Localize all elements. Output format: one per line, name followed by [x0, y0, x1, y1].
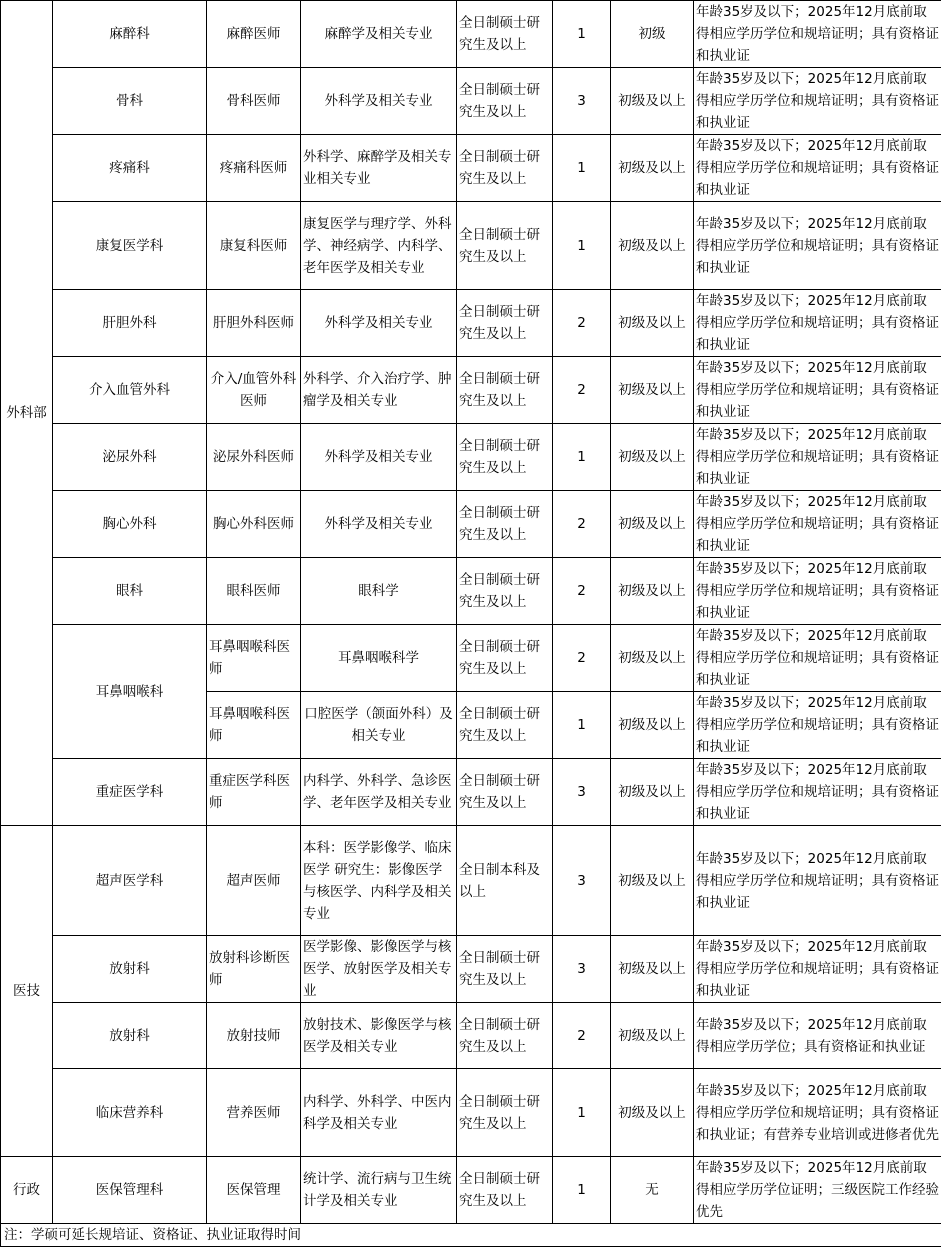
- count-cell: 3: [553, 936, 611, 1003]
- position-cell: 胸心外科医师: [207, 491, 301, 558]
- note-row: [1, 1224, 941, 1247]
- count-cell: 2: [553, 290, 611, 357]
- title-cell: 初级及以上: [611, 357, 694, 424]
- count-cell: 1: [553, 202, 611, 290]
- dept-cell: 医保管理科: [53, 1157, 207, 1224]
- major-cell: 外科学及相关专业: [301, 424, 457, 491]
- major-cell: 内科学、外科学、急诊医学、老年医学及相关专业: [301, 759, 457, 826]
- position-cell: 耳鼻咽喉科医师: [207, 692, 301, 759]
- title-cell: 无: [611, 1157, 694, 1224]
- dept-cell: 康复医学科: [53, 202, 207, 290]
- title-cell: 初级及以上: [611, 1069, 694, 1157]
- count-cell: 1: [553, 135, 611, 202]
- major-cell: 放射技术、影像医学与核医学及相关专业: [301, 1003, 457, 1069]
- requirements-cell: 年龄35岁及以下；2025年12月底前取得相应学历学位和规培证明；具有资格证和执业证: [694, 1, 941, 68]
- count-cell: 1: [553, 692, 611, 759]
- position-cell: 疼痛科医师: [207, 135, 301, 202]
- position-cell: 骨科医师: [207, 68, 301, 135]
- table-row: [1, 202, 941, 290]
- education-cell: 全日制本科及以上: [457, 826, 553, 936]
- education-cell: 全日制硕士研究生及以上: [457, 1003, 553, 1069]
- table-row: [1, 558, 941, 625]
- position-cell: 放射技师: [207, 1003, 301, 1069]
- position-cell: 营养医师: [207, 1069, 301, 1157]
- table-row: [1, 1069, 941, 1157]
- major-cell: 眼科学: [301, 558, 457, 625]
- position-cell: 重症医学科医师: [207, 759, 301, 826]
- requirements-cell: 年龄35岁及以下；2025年12月底前取得相应学历学位证明；三级医院工作经验优先: [694, 1157, 941, 1224]
- education-cell: 全日制硕士研究生及以上: [457, 1157, 553, 1224]
- education-cell: 全日制硕士研究生及以上: [457, 202, 553, 290]
- position-cell: 介入/血管外科医师: [207, 357, 301, 424]
- major-cell: 内科学、外科学、中医内科学及相关专业: [301, 1069, 457, 1157]
- title-cell: 初级及以上: [611, 135, 694, 202]
- requirements-cell: 年龄35岁及以下；2025年12月底前取得相应学历学位和规培证明；具有资格证和执业证: [694, 135, 941, 202]
- table-row: [1, 135, 941, 202]
- dept-cell: 耳鼻咽喉科: [53, 625, 207, 759]
- dept-cell: 肝胆外科: [53, 290, 207, 357]
- position-cell: 泌尿外科医师: [207, 424, 301, 491]
- title-cell: 初级: [611, 1, 694, 68]
- count-cell: 2: [553, 491, 611, 558]
- major-cell: 外科学及相关专业: [301, 491, 457, 558]
- dept-cell: 介入血管外科: [53, 357, 207, 424]
- title-cell: 初级及以上: [611, 759, 694, 826]
- table-row: [1, 424, 941, 491]
- table-note: 注：学硕可延长规培证、资格证、执业证取得时间: [1, 1224, 941, 1247]
- position-cell: 放射科诊断医师: [207, 936, 301, 1003]
- title-cell: 初级及以上: [611, 202, 694, 290]
- table-row: [1, 1157, 941, 1224]
- dept-cell: 泌尿外科: [53, 424, 207, 491]
- count-cell: 2: [553, 357, 611, 424]
- position-cell: 麻醉医师: [207, 1, 301, 68]
- title-cell: 初级及以上: [611, 625, 694, 692]
- title-cell: 初级及以上: [611, 936, 694, 1003]
- dept-cell: 放射科: [53, 936, 207, 1003]
- count-cell: 2: [553, 558, 611, 625]
- major-cell: 麻醉学及相关专业: [301, 1, 457, 68]
- table-row: [1, 68, 941, 135]
- requirements-cell: 年龄35岁及以下；2025年12月底前取得相应学历学位和规培证明；具有资格证和执业证；有营养专业培训或进修者优先: [694, 1069, 941, 1157]
- title-cell: 初级及以上: [611, 1003, 694, 1069]
- major-cell: 外科学、介入治疗学、肿瘤学及相关专业: [301, 357, 457, 424]
- education-cell: 全日制硕士研究生及以上: [457, 558, 553, 625]
- education-cell: 全日制硕士研究生及以上: [457, 625, 553, 692]
- count-cell: 1: [553, 1, 611, 68]
- count-cell: 1: [553, 1069, 611, 1157]
- requirements-cell: 年龄35岁及以下；2025年12月底前取得相应学历学位和规培证明；具有资格证和执业证: [694, 692, 941, 759]
- position-cell: 眼科医师: [207, 558, 301, 625]
- requirements-cell: 年龄35岁及以下；2025年12月底前取得相应学历学位和规培证明；具有资格证和执业证: [694, 625, 941, 692]
- title-cell: 初级及以上: [611, 424, 694, 491]
- dept-cell: 胸心外科: [53, 491, 207, 558]
- education-cell: 全日制硕士研究生及以上: [457, 491, 553, 558]
- count-cell: 3: [553, 826, 611, 936]
- group-cell: 外科部: [1, 1, 53, 826]
- education-cell: 全日制硕士研究生及以上: [457, 357, 553, 424]
- table-row: [1, 1, 941, 68]
- title-cell: 初级及以上: [611, 491, 694, 558]
- count-cell: 1: [553, 1157, 611, 1224]
- requirements-cell: 年龄35岁及以下；2025年12月底前取得相应学历学位和规培证明；具有资格证和执业证: [694, 357, 941, 424]
- major-cell: 本科：医学影像学、临床医学 研究生：影像医学与核医学、内科学及相关专业: [301, 826, 457, 936]
- table-row: [1, 826, 941, 936]
- position-cell: 超声医师: [207, 826, 301, 936]
- requirements-cell: 年龄35岁及以下；2025年12月底前取得相应学历学位和规培证明；具有资格证和执业证: [694, 936, 941, 1003]
- major-cell: 统计学、流行病与卫生统计学及相关专业: [301, 1157, 457, 1224]
- dept-cell: 超声医学科: [53, 826, 207, 936]
- table-row: [1, 491, 941, 558]
- title-cell: 初级及以上: [611, 68, 694, 135]
- position-cell: 医保管理: [207, 1157, 301, 1224]
- requirements-cell: 年龄35岁及以下；2025年12月底前取得相应学历学位和规培证明；具有资格证和执业证: [694, 202, 941, 290]
- table-row: [1, 290, 941, 357]
- count-cell: 2: [553, 1003, 611, 1069]
- group-cell: 行政: [1, 1157, 53, 1224]
- table-row: [1, 1003, 941, 1069]
- table-body: [1, 1, 941, 1247]
- position-cell: 肝胆外科医师: [207, 290, 301, 357]
- requirements-cell: 年龄35岁及以下；2025年12月底前取得相应学历学位和规培证明；具有资格证和执业证: [694, 558, 941, 625]
- requirements-cell: 年龄35岁及以下；2025年12月底前取得相应学历学位和规培证明；具有资格证和执业证: [694, 491, 941, 558]
- table-row: [1, 357, 941, 424]
- dept-cell: 眼科: [53, 558, 207, 625]
- table-row: [1, 625, 941, 692]
- major-cell: 耳鼻咽喉科学: [301, 625, 457, 692]
- requirements-cell: 年龄35岁及以下；2025年12月底前取得相应学历学位和规培证明；具有资格证和执业证: [694, 68, 941, 135]
- dept-cell: 放射科: [53, 1003, 207, 1069]
- group-cell: 医技: [1, 826, 53, 1157]
- major-cell: 外科学、麻醉学及相关专业相关专业: [301, 135, 457, 202]
- major-cell: 康复医学与理疗学、外科学、神经病学、内科学、老年医学及相关专业: [301, 202, 457, 290]
- major-cell: 口腔医学（颌面外科）及相关专业: [301, 692, 457, 759]
- education-cell: 全日制硕士研究生及以上: [457, 1, 553, 68]
- major-cell: 医学影像、影像医学与核医学、放射医学及相关专业: [301, 936, 457, 1003]
- major-cell: 外科学及相关专业: [301, 68, 457, 135]
- education-cell: 全日制硕士研究生及以上: [457, 936, 553, 1003]
- education-cell: 全日制硕士研究生及以上: [457, 692, 553, 759]
- count-cell: 1: [553, 424, 611, 491]
- requirements-cell: 年龄35岁及以下；2025年12月底前取得相应学历学位；具有资格证和执业证: [694, 1003, 941, 1069]
- dept-cell: 骨科: [53, 68, 207, 135]
- title-cell: 初级及以上: [611, 692, 694, 759]
- requirements-cell: 年龄35岁及以下；2025年12月底前取得相应学历学位和规培证明；具有资格证和执业证: [694, 290, 941, 357]
- major-cell: 外科学及相关专业: [301, 290, 457, 357]
- table-row: [1, 936, 941, 1003]
- title-cell: 初级及以上: [611, 558, 694, 625]
- position-cell: 耳鼻咽喉科医师: [207, 625, 301, 692]
- education-cell: 全日制硕士研究生及以上: [457, 424, 553, 491]
- title-cell: 初级及以上: [611, 290, 694, 357]
- count-cell: 2: [553, 625, 611, 692]
- education-cell: 全日制硕士研究生及以上: [457, 290, 553, 357]
- title-cell: 初级及以上: [611, 826, 694, 936]
- dept-cell: 临床营养科: [53, 1069, 207, 1157]
- count-cell: 3: [553, 68, 611, 135]
- dept-cell: 麻醉科: [53, 1, 207, 68]
- education-cell: 全日制硕士研究生及以上: [457, 759, 553, 826]
- table-row: [1, 759, 941, 826]
- education-cell: 全日制硕士研究生及以上: [457, 135, 553, 202]
- position-cell: 康复科医师: [207, 202, 301, 290]
- education-cell: 全日制硕士研究生及以上: [457, 68, 553, 135]
- requirements-cell: 年龄35岁及以下；2025年12月底前取得相应学历学位和规培证明；具有资格证和执业证: [694, 826, 941, 936]
- requirements-cell: 年龄35岁及以下；2025年12月底前取得相应学历学位和规培证明；具有资格证和执业证: [694, 759, 941, 826]
- dept-cell: 疼痛科: [53, 135, 207, 202]
- requirements-cell: 年龄35岁及以下；2025年12月底前取得相应学历学位和规培证明；具有资格证和执业证: [694, 424, 941, 491]
- count-cell: 3: [553, 759, 611, 826]
- education-cell: 全日制硕士研究生及以上: [457, 1069, 553, 1157]
- dept-cell: 重症医学科: [53, 759, 207, 826]
